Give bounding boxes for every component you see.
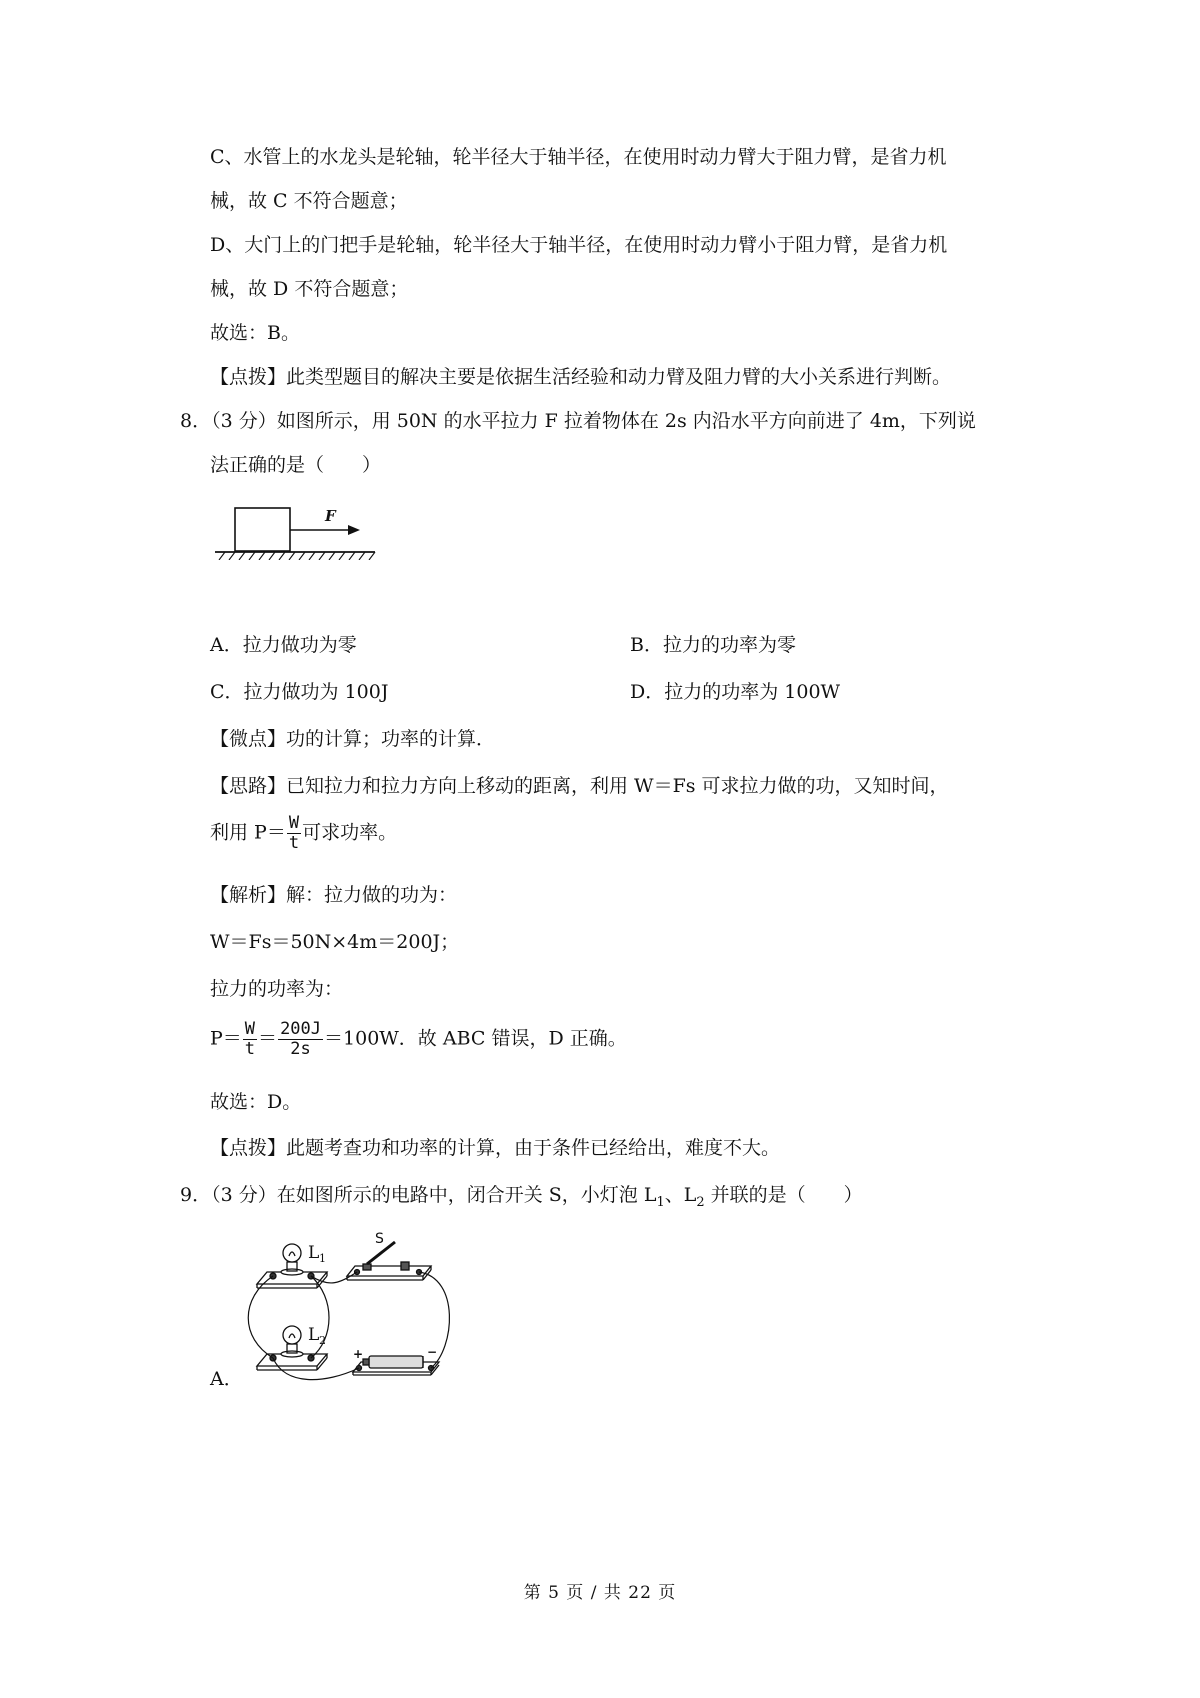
fraction-denominator: t xyxy=(288,833,300,853)
q8-solution-prefix: P＝ xyxy=(210,1027,242,1050)
q8-option-c: C．拉力做功为 100J xyxy=(210,681,389,703)
q8-solution-line4 xyxy=(210,1020,627,1059)
q8-idea-line2 xyxy=(210,814,397,853)
question-9-stem xyxy=(180,1180,863,1218)
option-d-explanation-line2: 械，故 D 不符合题意； xyxy=(210,278,409,300)
fraction-numerator: W xyxy=(288,813,300,833)
bulb-l2-label: L xyxy=(308,1325,320,1345)
question-9-circuit-figure xyxy=(245,1228,495,1390)
fraction-w-over-t xyxy=(287,814,301,853)
question-8-figure xyxy=(210,498,380,560)
option-d-explanation-line1: D、大门上的门把手是轮轴，轮半径大于轴半径，在使用时动力臂小于阻力臂，是省力机 xyxy=(210,234,948,256)
fraction-numerator: W xyxy=(244,1019,256,1039)
fraction-denominator: t xyxy=(244,1039,256,1059)
q8-idea-prefix: 利用 P＝ xyxy=(210,821,286,844)
switch-label: S xyxy=(375,1231,384,1247)
block xyxy=(235,508,290,551)
battery-plus-label: + xyxy=(353,1347,364,1361)
battery-minus-label: − xyxy=(427,1345,438,1359)
fraction-w-over-t xyxy=(243,1020,257,1059)
q8-option-a: A．拉力做功为零 xyxy=(210,634,357,656)
question-8-stem-line2: 法正确的是（ ） xyxy=(210,454,382,476)
q8-answer: 故选：D。 xyxy=(210,1091,302,1113)
bulb-l2-subscript: 2 xyxy=(319,1334,326,1347)
q9-stem-part3: 并联的是（ ） xyxy=(704,1184,863,1206)
q8-option-b: B．拉力的功率为零 xyxy=(630,634,796,656)
q8-tip: 【点拨】此题考查功和功率的计算，由于条件已经给出，难度不大。 xyxy=(210,1137,781,1159)
q8-solution-line2: W＝Fs＝50N×4m＝200J； xyxy=(210,931,460,953)
force-arrow-head xyxy=(348,525,360,535)
bulb-l1-subscript: 1 xyxy=(319,1252,326,1265)
question-8-stem-line1: 8．（3 分）如图所示，用 50N 的水平拉力 F 拉着物体在 2s 内沿水平方向前进了 4m，下列说 xyxy=(180,410,976,432)
q8-solution-suffix: ＝100W．故 ABC 错误，D 正确。 xyxy=(324,1027,627,1050)
q9-option-a: A． xyxy=(210,1368,243,1390)
page-footer: 第 5 页 / 共 22 页 xyxy=(523,1583,677,1603)
force-label: F xyxy=(325,507,336,525)
fraction-200j-over-2s xyxy=(278,1020,323,1059)
equals-sign: ＝ xyxy=(258,1027,278,1050)
q8-solution-line1: 【解析】解：拉力做的功为： xyxy=(210,884,458,906)
previous-tip: 【点拨】此类型题目的解决主要是依据生活经验和动力臂及阻力臂的大小关系进行判断。 xyxy=(210,366,952,388)
q8-idea-suffix: 可求功率。 xyxy=(302,821,398,844)
q9-stem-part1: 9．（3 分）在如图所示的电路中，闭合开关 S，小灯泡 L xyxy=(180,1184,657,1206)
switch-s xyxy=(347,1242,431,1280)
q8-option-d: D．拉力的功率为 100W xyxy=(630,681,841,703)
q8-key-point: 【微点】功的计算；功率的计算． xyxy=(210,728,496,750)
q8-solution-line3: 拉力的功率为： xyxy=(210,978,344,1000)
q9-subscript-1: 1 xyxy=(656,1194,665,1210)
option-c-explanation-line2: 械，故 C 不符合题意； xyxy=(210,190,408,212)
q9-stem-part2: 、L xyxy=(664,1184,697,1206)
ground-hatching xyxy=(219,552,375,560)
q8-idea-line1: 【思路】已知拉力和拉力方向上移动的距离，利用 W＝Fs 可求拉力做的功，又知时间， xyxy=(210,775,949,797)
bulb-l1-label: L xyxy=(308,1243,320,1263)
previous-answer: 故选：B。 xyxy=(210,322,300,344)
fraction-numerator: 200J xyxy=(280,1019,322,1039)
q9-subscript-2: 2 xyxy=(696,1194,705,1210)
fraction-denominator: 2s xyxy=(290,1039,311,1059)
option-c-explanation-line1: C、水管上的水龙头是轮轴，轮半径大于轴半径，在使用时动力臂大于阻力臂，是省力机 xyxy=(210,146,947,168)
